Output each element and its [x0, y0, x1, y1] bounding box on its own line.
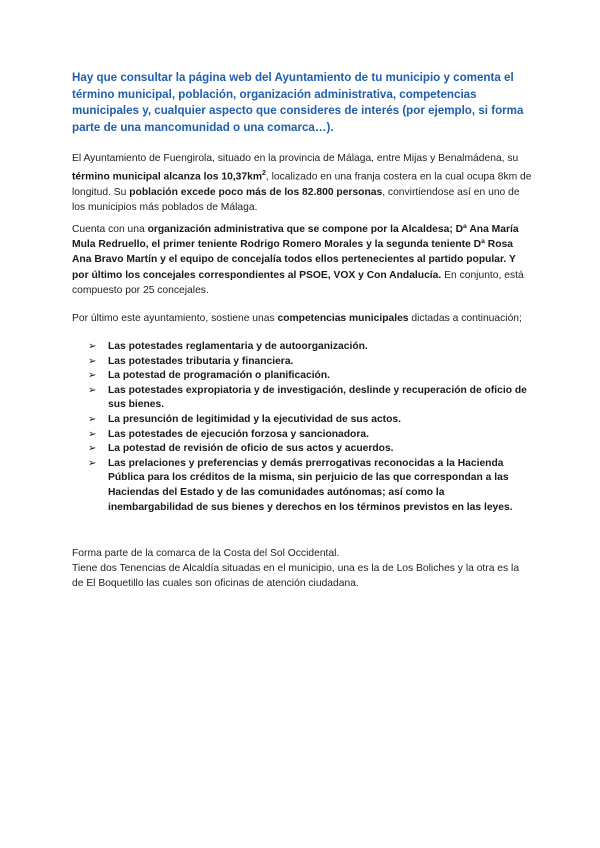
arrow-bullet-icon: ➢: [88, 384, 97, 396]
text: , convirtiendose así en uno de los municipios más poblados de Málaga.: [72, 186, 520, 214]
paragraph-territory-population: [72, 151, 532, 215]
assignment-heading: Hay que consultar la página web del Ayuntamiento de tu municipio y comenta el término municipal, población, organización administrativa, competencias municipales y, cualquier aspecto que consideres de interés (por ejemplo, si forma parte de una mancomunidad o una comarca…).: [72, 71, 524, 134]
list-item-text: La presunción de legitimidad y la ejecutividad de sus actos.: [108, 413, 401, 425]
bold-competences: competencias municipales: [277, 313, 409, 324]
list-item-text: Las potestades expropiatoria y de investigación, deslinde y recuperación de oficio de sus bienes.: [108, 384, 527, 411]
list-item-text: Las prelaciones y preferencias y demás prerrogativas reconocidas a la Hacienda Pública para los créditos de la misma, sin perjuicio de las que correspondan a las Haciendas del Estado y de las comunidades autónomas; así como la inembargabilidad de sus bienes y derechos en los términos previstos en las leyes.: [108, 457, 513, 513]
list-item: [88, 355, 528, 370]
text: Por último este ayuntamiento, sostiene unas: [72, 313, 278, 324]
text: En conjunto, está compuesto por 25 concejales.: [72, 269, 524, 296]
list-item: [88, 413, 528, 428]
arrow-bullet-icon: ➢: [88, 457, 97, 469]
text: El Ayuntamiento de Fuengirola, situado en la provincia de Málaga, entre Mijas y Benalmádena, su: [72, 153, 519, 164]
list-item: [88, 457, 528, 515]
arrow-bullet-icon: ➢: [88, 355, 97, 367]
list-item-text: Las potestades tributaria y financiera.: [108, 355, 294, 367]
paragraph-administration: [72, 222, 532, 298]
superscript: 2: [262, 170, 266, 178]
text: Cuenta con una: [72, 224, 148, 235]
bold-term-municipal: término municipal alcanza los 10,37km: [72, 171, 262, 183]
list-item-text: Las potestades de ejecución forzosa y sancionadora.: [108, 428, 369, 440]
arrow-bullet-icon: ➢: [88, 341, 97, 352]
arrow-bullet-icon: ➢: [88, 413, 97, 425]
text-line: Forma parte de la comarca de la Costa del Sol Occidental.: [72, 548, 340, 559]
list-item-text: La potestad de programación o planificación.: [108, 370, 330, 382]
list-item: [88, 428, 528, 443]
text: dictadas a continuación;: [408, 313, 522, 324]
list-item: [88, 384, 528, 413]
list-item: [88, 369, 528, 384]
arrow-bullet-icon: ➢: [88, 370, 97, 382]
list-item-text: La potestad de revisión de oficio de sus actos y acuerdos.: [108, 443, 394, 455]
competences-list: [88, 340, 528, 515]
list-item: [88, 442, 528, 457]
text-line: Tiene dos Tenencias de Alcaldía situadas en el municipio, una es la de Los Boliches y la otra es la de El Boquetillo las cuales son oficinas de atención ciudadana.: [72, 563, 520, 590]
arrow-bullet-icon: ➢: [88, 443, 97, 455]
paragraph-competences-intro: [72, 311, 532, 326]
paragraph-comarca: [72, 546, 532, 592]
list-item-text: Las potestades reglamentaria y de autoorganización.: [108, 341, 368, 352]
text: , localizado en una franja costera en la cual ocupa 8km de longitud. Su: [72, 171, 532, 198]
bold-population: población excede poco más de los 82.800 personas: [129, 186, 383, 198]
bold-organization: organización administrativa que se compone por la Alcaldesa; Dª Ana María Mula Redruello, el primer teniente Rodrigo Romero Morales y la segunda teniente Dª Rosa Ana Bravo Martín y el equipo de concejalía todos ellos pertenecientes al partido popular. Y por último los concejales correspondientes al PSOE, VOX y Con Andalucía.: [72, 224, 519, 281]
arrow-bullet-icon: ➢: [88, 428, 97, 440]
list-item: [88, 340, 528, 355]
